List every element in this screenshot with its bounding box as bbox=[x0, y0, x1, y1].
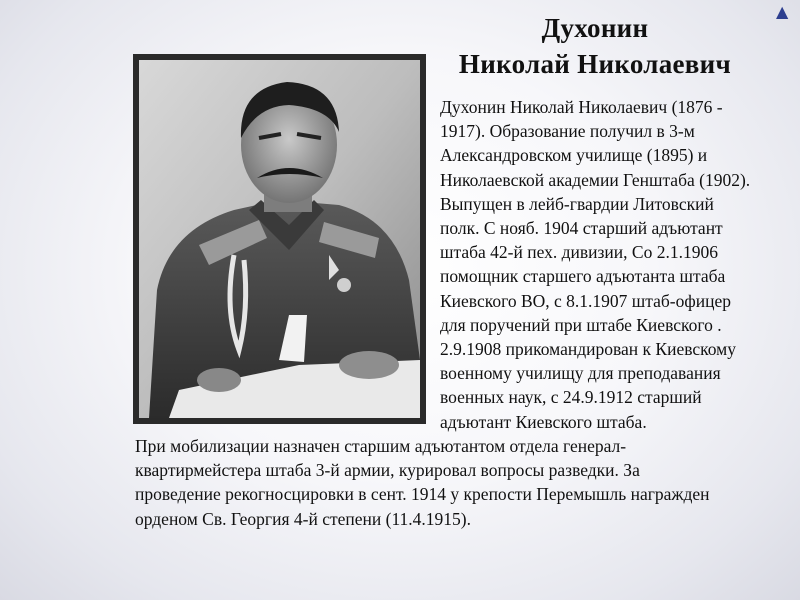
bio-line: штаба 42-й пех. дивизии, Со 2.1.1906 bbox=[440, 242, 718, 263]
bio-line: адъютант Киевского штаба. bbox=[440, 411, 647, 432]
portrait-photo-icon bbox=[139, 60, 420, 418]
bio-line: Николаевской академии Генштаба (1902). bbox=[440, 169, 751, 190]
bio-line: Духонин Николай Николаевич (1876 - bbox=[440, 97, 723, 117]
biography-bottom-text bbox=[135, 434, 795, 531]
title-given-names: Николай Николаевич bbox=[458, 49, 732, 79]
bio-line: военных наук, с 24.9.1912 старший bbox=[440, 387, 702, 408]
bio-line: Александровском училище (1895) и bbox=[440, 145, 708, 166]
title-surname: Духонин bbox=[541, 13, 649, 43]
biography-side-text bbox=[440, 95, 775, 434]
bio-line: помощник старшего адъютанта штаба bbox=[440, 266, 726, 287]
bio-line: проведение рекогносцировки в сент. 1914 у крепости Перемышль награжден bbox=[135, 484, 710, 505]
bio-line: Киевского ВО, с 8.1.1907 штаб-офицер bbox=[440, 290, 731, 311]
bio-line: орденом Св. Георгия 4-й степени (11.4.1915). bbox=[135, 508, 471, 529]
portrait-photo bbox=[133, 54, 426, 424]
bio-line: полк. С нояб. 1904 старший адъютант bbox=[440, 218, 723, 239]
corner-arrow-icon: ▲ bbox=[776, 2, 789, 21]
bio-line: При мобилизации назначен старшим адъютантом отдела генерал- bbox=[135, 436, 627, 456]
bio-line: Выпущен в лейб-гвардии Литовский bbox=[440, 193, 714, 214]
bio-line: 1917). Образование получил в 3-м bbox=[440, 121, 695, 142]
bio-line: военному училищу для преподавания bbox=[440, 363, 721, 384]
bio-line: 2.9.1908 прикомандирован к Киевскому bbox=[440, 339, 736, 360]
bio-line: квартирмейстера штаба 3-й армии, курировал вопросы разведки. За bbox=[135, 460, 640, 481]
page-title bbox=[420, 10, 770, 82]
bio-line: для поручений при штабе Киевского . bbox=[440, 314, 722, 335]
